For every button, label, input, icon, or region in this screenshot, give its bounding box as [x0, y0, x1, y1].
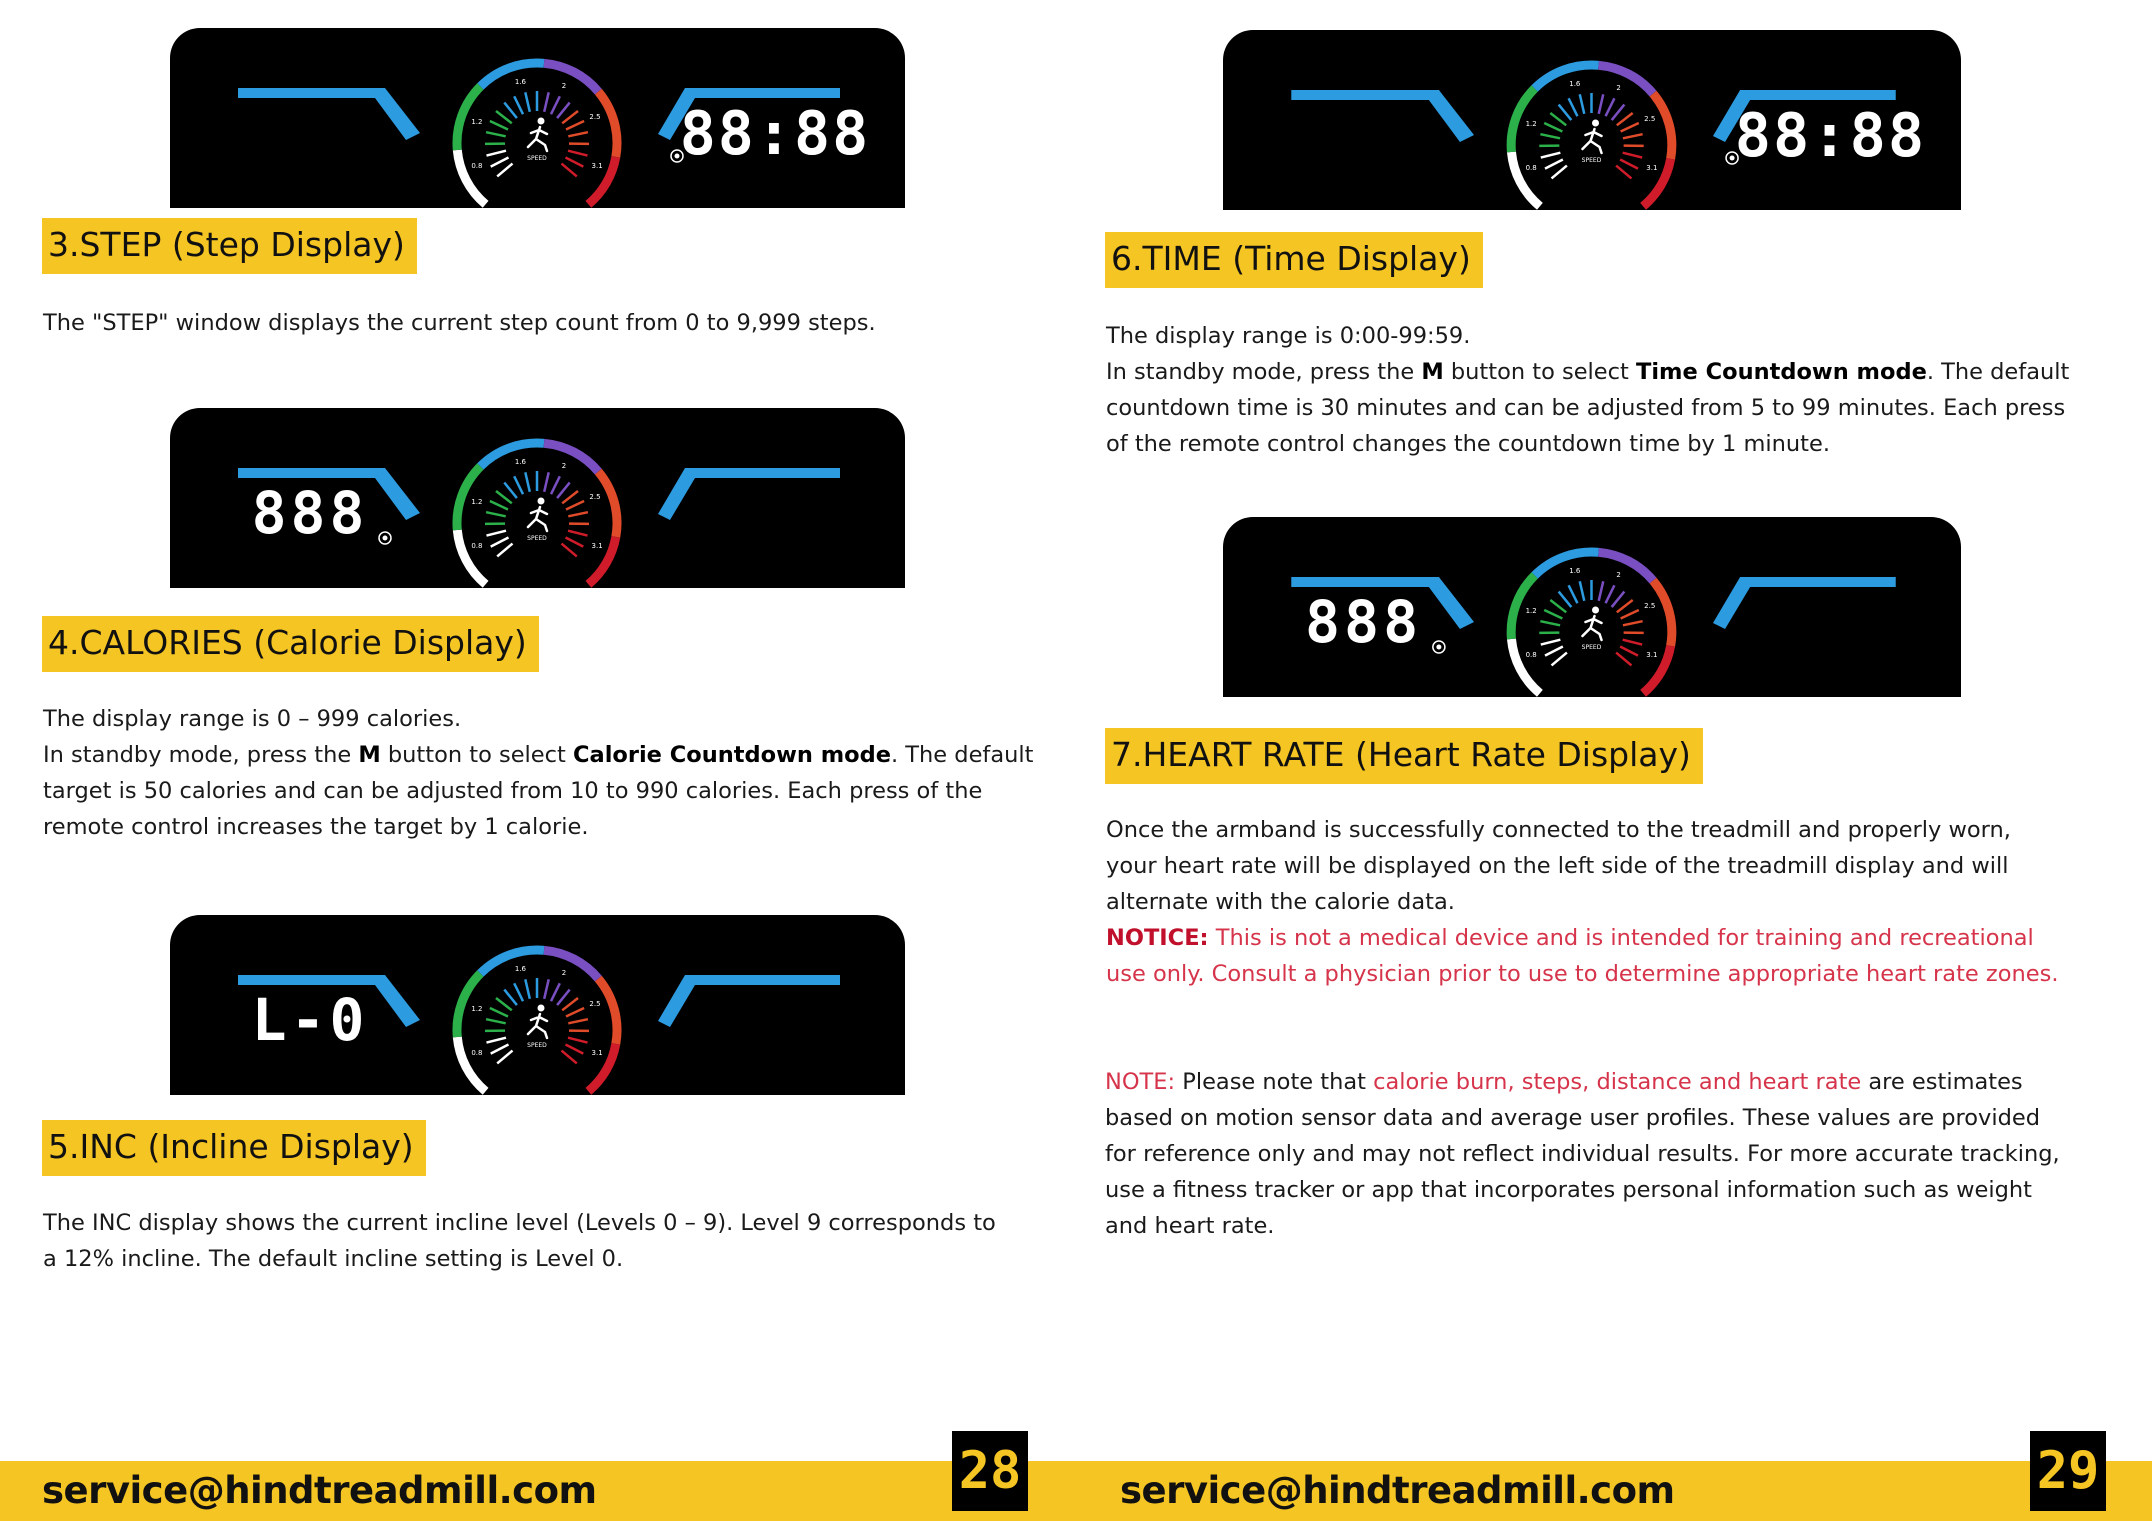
left-page-number: 28: [952, 1431, 1028, 1511]
heart-rate-display-illustration: [1223, 517, 1961, 697]
incline-line-1: The INC display shows the current incline level (Levels 0 – 9). Level 9 corresponds to: [43, 1210, 996, 1236]
time-line-3: countdown time is 30 minutes and can be adjusted from 5 to 99 minutes. Each press: [1106, 395, 2066, 421]
time-line-2: In standby mode, press the M button to select Time Countdown mode. The default: [1106, 359, 2070, 385]
speed-gauge: [457, 63, 617, 204]
speed-gauge: [1511, 552, 1672, 693]
heart-rate-heading: [1105, 728, 1703, 784]
calories-heading-sub: (Calorie Display): [253, 623, 527, 662]
calories-heading: [42, 616, 539, 672]
gauge-tick-label: 2: [1616, 570, 1621, 579]
gauge-tick-label: 1.2: [471, 1005, 483, 1014]
speed-gauge: [457, 950, 617, 1091]
note-line-2: based on motion sensor data and average user profiles. These values are provided: [1105, 1105, 2041, 1131]
gauge-tick-label: 2.5: [589, 113, 601, 121]
note-line-4: use a fitness tracker or app that incorporates personal information such as weight: [1105, 1177, 2032, 1203]
left-readout: 888: [1304, 588, 1423, 656]
incline-line-2: a 12% incline. The default incline setting is Level 0.: [43, 1246, 624, 1272]
left-readout: L-0: [251, 986, 369, 1054]
notice-line-2: use only. Consult a physician prior to use to determine appropriate heart rate zones.: [1106, 961, 2059, 987]
gauge-tick-label: 0.8: [471, 161, 483, 170]
gauge-tick-label: 1.6: [514, 965, 526, 974]
time-countdown-mode-term: Time Countdown mode: [1636, 359, 1927, 385]
speed-label: SPEED: [1581, 157, 1602, 164]
step-display-illustration: [170, 28, 905, 208]
right-page-number: 29: [2030, 1431, 2106, 1511]
speed-label: SPEED: [1581, 644, 1602, 651]
gauge-tick-label: 0.8: [1525, 649, 1537, 659]
gauge-tick-label: 0.8: [471, 541, 483, 550]
gauge-tick-label: 3.1: [591, 541, 603, 550]
note-line-5: and heart rate.: [1105, 1213, 1275, 1239]
step-heading-title: 3.STEP: [48, 225, 172, 264]
time-description: [1106, 318, 2069, 462]
gauge-tick-label: 3.1: [591, 161, 603, 170]
calories-line-4: remote control increases the target by 1 calorie.: [43, 814, 589, 840]
left-footer-email[interactable]: service@hindtreadmill.com: [42, 1469, 597, 1512]
calories-description: [43, 701, 1033, 845]
gauge-tick-label: 1.2: [1525, 119, 1537, 129]
gauge-tick-label: 1.6: [1569, 566, 1581, 576]
gauge-tick-label: 1.6: [514, 78, 526, 87]
gauge-tick-label: 3.1: [1646, 162, 1658, 172]
note-label: NOTE:: [1105, 1069, 1176, 1095]
gauge-tick-label: 1.2: [471, 118, 483, 127]
right-readout: 88:88: [679, 99, 871, 169]
heart-line-2: your heart rate will be displayed on the left side of the treadmill display and will: [1106, 853, 2009, 879]
calorie-countdown-mode-term: Calorie Countdown mode: [573, 742, 891, 768]
note-line-3: for reference only and may not reflect individual results. For more accurate tracking,: [1105, 1141, 2060, 1167]
calories-display-illustration: [170, 408, 905, 588]
gauge-tick-label: 2: [561, 969, 567, 977]
time-heading-title: 6.TIME: [1111, 239, 1233, 278]
speed-gauge: [457, 443, 617, 584]
runner-icon: [1582, 120, 1601, 154]
display-panel-graphic: [1223, 30, 1961, 210]
gauge-tick-label: 1.2: [471, 498, 483, 507]
incline-heading-title: 5.INC: [48, 1127, 148, 1166]
incline-description: [43, 1205, 996, 1277]
incline-heading-sub: (Incline Display): [147, 1127, 414, 1166]
time-display-illustration: [1223, 30, 1961, 210]
speed-label: SPEED: [527, 1042, 547, 1049]
note-highlight: calorie burn, steps, distance and heart rate: [1373, 1069, 1862, 1095]
speed-label: SPEED: [527, 535, 547, 542]
display-panel-graphic: [170, 408, 905, 588]
right-footer-email[interactable]: service@hindtreadmill.com: [1120, 1469, 1675, 1512]
heart-rate-heading-sub: (Heart Rate Display): [1355, 735, 1691, 774]
gauge-tick-label: 2: [1616, 83, 1621, 92]
heart-rate-description: [1106, 812, 2058, 992]
gauge-tick-label: 1.6: [514, 458, 526, 467]
gauge-tick-label: 2: [561, 82, 567, 90]
time-line-4: of the remote control changes the countdown time by 1 minute.: [1106, 431, 1830, 457]
runner-icon: [528, 498, 547, 532]
gauge-tick-label: 2: [561, 462, 567, 470]
notice-line-1: NOTICE: This is not a medical device and is intended for training and recreational: [1106, 925, 2034, 951]
note-line-1: NOTE: Please note that calorie burn, steps, distance and heart rate are estimates: [1105, 1069, 2023, 1095]
time-heading-sub: (Time Display): [1232, 239, 1471, 278]
speed-gauge: [1511, 65, 1672, 206]
step-body-text: The "STEP" window displays the current step count from 0 to 9,999 steps.: [43, 310, 876, 336]
gauge-tick-label: 1.6: [1569, 79, 1581, 89]
incline-display-illustration: [170, 915, 905, 1095]
calories-line-3: target is 50 calories and can be adjusted from 10 to 990 calories. Each press of the: [43, 778, 983, 804]
estimates-note: [1105, 1064, 2060, 1244]
notice-label: NOTICE:: [1106, 925, 1209, 951]
display-panel-graphic: [1223, 517, 1961, 697]
gauge-tick-label: 2.5: [1644, 114, 1656, 123]
right-readout: 88:88: [1734, 101, 1927, 171]
display-panel-graphic: [170, 28, 905, 208]
heart-rate-heading-title: 7.HEART RATE: [1111, 735, 1356, 774]
calories-line-1: The display range is 0 – 999 calories.: [43, 706, 462, 732]
heart-line-3: alternate with the calorie data.: [1106, 889, 1455, 915]
heart-line-1: Once the armband is successfully connected to the treadmill and properly worn,: [1106, 817, 2011, 843]
gauge-tick-label: 3.1: [591, 1048, 603, 1057]
time-heading: [1105, 232, 1483, 288]
runner-icon: [528, 1005, 547, 1039]
gauge-tick-label: 3.1: [1646, 649, 1658, 659]
gauge-tick-label: 0.8: [471, 1048, 483, 1057]
step-heading-sub: (Step Display): [171, 225, 405, 264]
gauge-tick-label: 2.5: [589, 493, 601, 501]
calories-heading-title: 4.CALORIES: [48, 623, 254, 662]
calories-line-2: In standby mode, press the M button to select Calorie Countdown mode. The default: [43, 742, 1034, 768]
left-readout: 888: [251, 479, 369, 547]
time-line-1: The display range is 0:00-99:59.: [1106, 323, 1471, 349]
gauge-tick-label: 0.8: [1525, 162, 1537, 172]
display-panel-graphic: [170, 915, 905, 1095]
step-heading: [42, 218, 417, 274]
runner-icon: [1582, 607, 1601, 641]
incline-heading: [42, 1120, 426, 1176]
speed-label: SPEED: [527, 155, 547, 162]
gauge-tick-label: 2.5: [589, 1000, 601, 1008]
gauge-tick-label: 2.5: [1644, 601, 1656, 610]
gauge-tick-label: 1.2: [1525, 606, 1537, 616]
runner-icon: [528, 118, 547, 152]
step-description: [43, 305, 876, 341]
